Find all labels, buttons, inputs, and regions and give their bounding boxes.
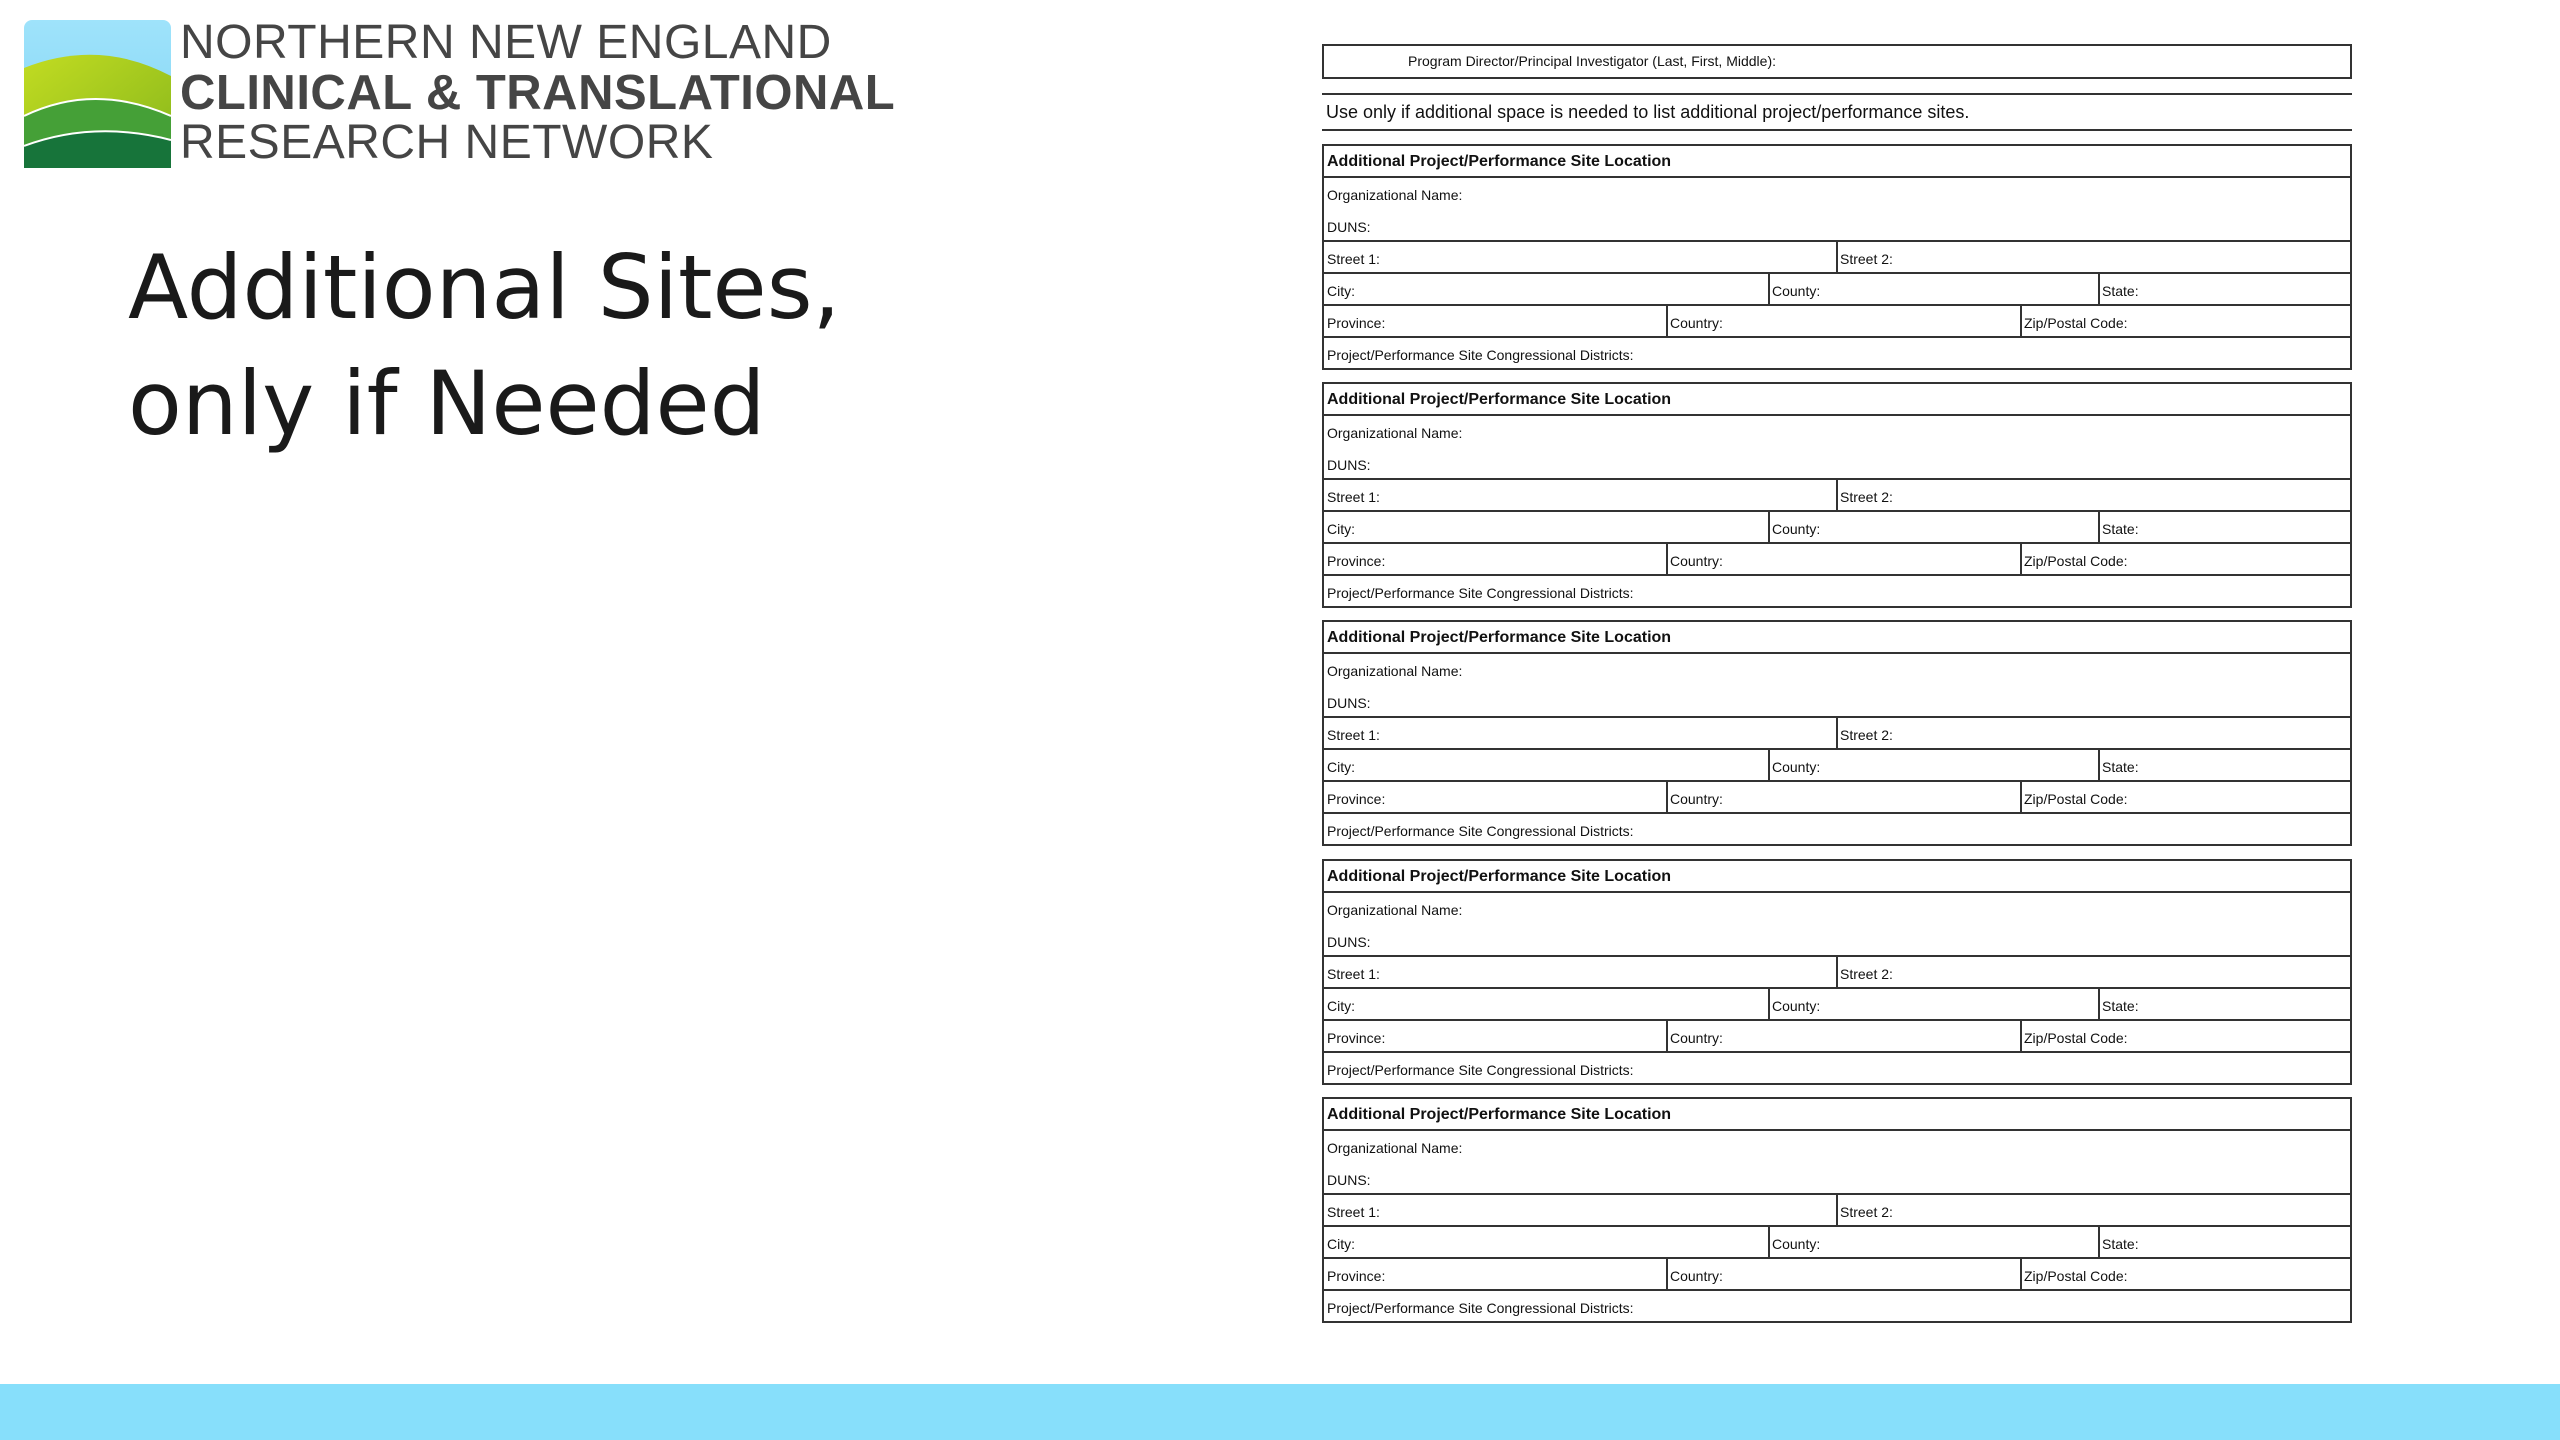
org-name-field[interactable]: [1324, 416, 2350, 448]
logo-text-clinical: CLINICAL & TRANSLATIONAL: [180, 66, 896, 120]
site-header-label: Additional Project/Performance Site Location: [1327, 1106, 1672, 1123]
logo-text-northern: NORTHERN NEW ENGLAND: [180, 16, 832, 69]
site-header-label: Additional Project/Performance Site Location: [1327, 629, 1672, 646]
org-name-field[interactable]: [1324, 654, 2350, 686]
site-header-row: [1324, 146, 2350, 178]
street2-label: Street 2:: [1840, 489, 1893, 505]
duns-label: DUNS:: [1327, 1172, 1371, 1188]
state-label: State:: [2102, 998, 2139, 1014]
districts-label: Project/Performance Site Congressional Districts:: [1327, 585, 1634, 601]
province-row: [1324, 1021, 2350, 1053]
districts-field[interactable]: [1324, 338, 2350, 370]
city-row: [1324, 750, 2350, 782]
site-header-label: Additional Project/Performance Site Location: [1327, 391, 1672, 408]
slide-title: [128, 230, 1028, 462]
hills-logo-icon: [24, 20, 171, 168]
pd-pi-field: [1322, 44, 2352, 79]
divider: [1666, 306, 1668, 336]
logo-text-research: RESEARCH NETWORK: [180, 116, 714, 169]
divider: [1836, 480, 1838, 510]
duns-label: DUNS:: [1327, 695, 1371, 711]
org-name-label: Organizational Name:: [1327, 1140, 1463, 1156]
site-header-row: [1324, 1099, 2350, 1131]
street2-label: Street 2:: [1840, 1204, 1893, 1220]
city-label: City:: [1327, 1236, 1355, 1252]
street-row: [1324, 718, 2350, 750]
site-header-label: Additional Project/Performance Site Location: [1327, 153, 1672, 170]
country-label: Country:: [1670, 791, 1723, 807]
county-label: County:: [1772, 1236, 1821, 1252]
org-name-label: Organizational Name:: [1327, 187, 1463, 203]
site-header-row: [1324, 384, 2350, 416]
county-label: County:: [1772, 759, 1821, 775]
divider: [2098, 512, 2100, 542]
site-location-block-3: [1322, 620, 2352, 846]
divider: [1666, 544, 1668, 574]
org-name-field[interactable]: [1324, 893, 2350, 925]
zip-label: Zip/Postal Code:: [2024, 553, 2128, 569]
state-label: State:: [2102, 283, 2139, 299]
province-row: [1324, 782, 2350, 814]
site-header-label: Additional Project/Performance Site Location: [1327, 868, 1672, 885]
street1-label: Street 1:: [1327, 251, 1380, 267]
districts-label: Project/Performance Site Congressional Districts:: [1327, 1062, 1634, 1078]
divider: [2098, 989, 2100, 1019]
divider: [2020, 782, 2022, 812]
divider: [1666, 1259, 1668, 1289]
divider: [1768, 512, 1770, 542]
province-label: Province:: [1327, 315, 1386, 331]
slide-title-line2: only if Needed: [128, 352, 766, 455]
divider: [1768, 274, 1770, 304]
districts-field[interactable]: [1324, 814, 2350, 846]
zip-label: Zip/Postal Code:: [2024, 791, 2128, 807]
duns-field[interactable]: [1324, 686, 2350, 718]
county-label: County:: [1772, 283, 1821, 299]
divider: [2098, 750, 2100, 780]
districts-label: Project/Performance Site Congressional Districts:: [1327, 347, 1634, 363]
city-label: City:: [1327, 759, 1355, 775]
province-label: Province:: [1327, 1268, 1386, 1284]
divider: [1836, 957, 1838, 987]
duns-label: DUNS:: [1327, 457, 1371, 473]
instruction-text: Use only if additional space is needed to list additional project/performance sites.: [1326, 102, 1970, 122]
site-location-block-1: [1322, 144, 2352, 370]
duns-field[interactable]: [1324, 448, 2350, 480]
city-row: [1324, 1227, 2350, 1259]
street1-label: Street 1:: [1327, 966, 1380, 982]
site-header-row: [1324, 622, 2350, 654]
zip-label: Zip/Postal Code:: [2024, 1030, 2128, 1046]
districts-field[interactable]: [1324, 576, 2350, 608]
divider: [2020, 544, 2022, 574]
divider: [1836, 718, 1838, 748]
zip-label: Zip/Postal Code:: [2024, 315, 2128, 331]
duns-field[interactable]: [1324, 925, 2350, 957]
street2-label: Street 2:: [1840, 727, 1893, 743]
duns-field[interactable]: [1324, 210, 2350, 242]
street-row: [1324, 957, 2350, 989]
province-label: Province:: [1327, 1030, 1386, 1046]
street-row: [1324, 242, 2350, 274]
divider: [1768, 750, 1770, 780]
site-location-block-5: [1322, 1097, 2352, 1323]
zip-label: Zip/Postal Code:: [2024, 1268, 2128, 1284]
province-row: [1324, 306, 2350, 338]
divider: [1836, 1195, 1838, 1225]
county-label: County:: [1772, 521, 1821, 537]
city-label: City:: [1327, 998, 1355, 1014]
districts-field[interactable]: [1324, 1053, 2350, 1085]
country-label: Country:: [1670, 1030, 1723, 1046]
street1-label: Street 1:: [1327, 489, 1380, 505]
instruction-row: [1322, 93, 2352, 131]
province-label: Province:: [1327, 553, 1386, 569]
street1-label: Street 1:: [1327, 1204, 1380, 1220]
divider: [2098, 1227, 2100, 1257]
site-location-block-4: [1322, 859, 2352, 1085]
divider: [2020, 306, 2022, 336]
city-row: [1324, 274, 2350, 306]
slide-title-line1: Additional Sites,: [128, 236, 841, 339]
city-label: City:: [1327, 521, 1355, 537]
pd-pi-label: Program Director/Principal Investigator (Last, First, Middle):: [1408, 53, 1776, 69]
street1-label: Street 1:: [1327, 727, 1380, 743]
divider: [1768, 1227, 1770, 1257]
divider: [1836, 242, 1838, 272]
districts-label: Project/Performance Site Congressional Districts:: [1327, 823, 1634, 839]
divider: [2020, 1021, 2022, 1051]
divider: [1768, 989, 1770, 1019]
org-name-label: Organizational Name:: [1327, 663, 1463, 679]
duns-field[interactable]: [1324, 1163, 2350, 1195]
country-label: Country:: [1670, 1268, 1723, 1284]
state-label: State:: [2102, 1236, 2139, 1252]
districts-field[interactable]: [1324, 1291, 2350, 1323]
city-row: [1324, 989, 2350, 1021]
city-row: [1324, 512, 2350, 544]
footer-band: [0, 1384, 2560, 1440]
site-header-row: [1324, 861, 2350, 893]
site-location-block-2: [1322, 382, 2352, 608]
province-label: Province:: [1327, 791, 1386, 807]
county-label: County:: [1772, 998, 1821, 1014]
additional-sites-form: [1322, 44, 2352, 1316]
province-row: [1324, 1259, 2350, 1291]
country-label: Country:: [1670, 553, 1723, 569]
street2-label: Street 2:: [1840, 966, 1893, 982]
divider: [1666, 1021, 1668, 1051]
state-label: State:: [2102, 521, 2139, 537]
org-name-label: Organizational Name:: [1327, 425, 1463, 441]
country-label: Country:: [1670, 315, 1723, 331]
street-row: [1324, 480, 2350, 512]
districts-label: Project/Performance Site Congressional Districts:: [1327, 1300, 1634, 1316]
divider: [2098, 274, 2100, 304]
org-name-field[interactable]: [1324, 1131, 2350, 1163]
state-label: State:: [2102, 759, 2139, 775]
street2-label: Street 2:: [1840, 251, 1893, 267]
duns-label: DUNS:: [1327, 219, 1371, 235]
org-name-field[interactable]: [1324, 178, 2350, 210]
divider: [1666, 782, 1668, 812]
divider: [2020, 1259, 2022, 1289]
street-row: [1324, 1195, 2350, 1227]
province-row: [1324, 544, 2350, 576]
org-name-label: Organizational Name:: [1327, 902, 1463, 918]
city-label: City:: [1327, 283, 1355, 299]
duns-label: DUNS:: [1327, 934, 1371, 950]
